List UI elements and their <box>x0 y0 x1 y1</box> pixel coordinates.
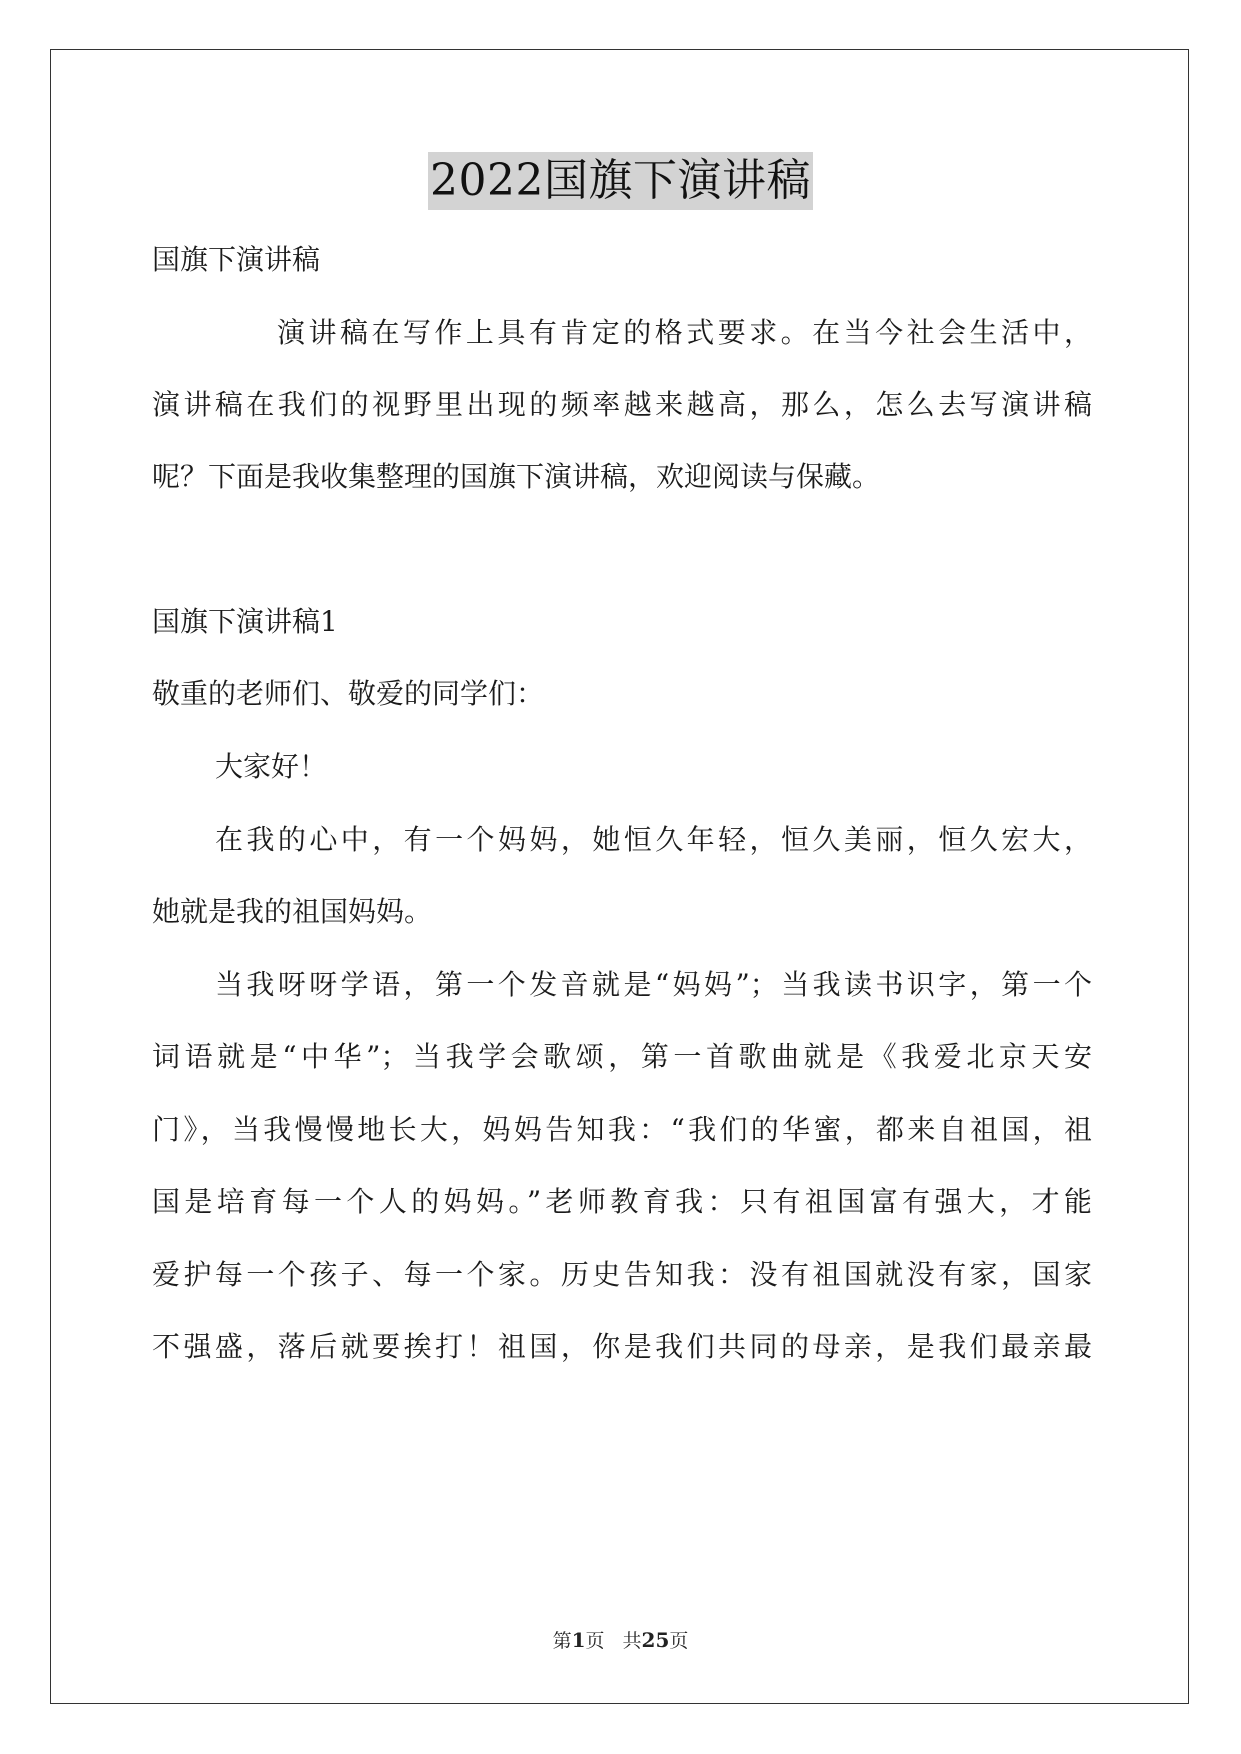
salutation-text: 敬重的老师们、敬爱的同学们： <box>152 677 545 710</box>
para2-line-3: 门》，当我慢慢地长大，妈妈告知我：“我们的华蜜，都来自祖国，祖 <box>152 1113 1092 1146</box>
intro-line-1: 演讲稿在写作上具有肯定的格式要求。在当今社会生活中， <box>277 316 1092 349</box>
intro-paragraph <box>152 313 1092 353</box>
para2-line-5: 爱护每一个孩子、每一个家。历史告知我：没有祖国就没有家，国家 <box>152 1258 1092 1291</box>
page-border <box>50 49 1189 1704</box>
heading <box>152 240 1092 280</box>
heading-text: 国旗下演讲稿 <box>152 243 321 276</box>
page-suffix: 页 <box>585 1630 605 1652</box>
intro-line-3: 呢？下面是我收集整理的国旗下演讲稿，欢迎阅读与保藏。 <box>152 460 881 493</box>
total-suffix: 页 <box>669 1630 689 1652</box>
paragraph-2-line-3 <box>152 1110 1092 1150</box>
total-prefix: 共 <box>622 1630 642 1652</box>
title-container <box>0 152 1241 210</box>
para2-line-1: 当我呀呀学语，第一个发音就是“妈妈”；当我读书识字，第一个 <box>215 968 1092 1001</box>
para2-line-2: 词语就是“中华”；当我学会歌颂，第一首歌曲就是《我爱北京天安 <box>152 1040 1092 1073</box>
paragraph-1-end <box>152 892 1092 932</box>
paragraph-2 <box>152 965 1092 1005</box>
para1-line-1: 在我的心中，有一个妈妈，她恒久年轻，恒久美丽，恒久宏大， <box>215 823 1092 856</box>
intro-paragraph-end <box>152 457 1092 497</box>
paragraph-2-line-2 <box>152 1037 1092 1077</box>
section-title-text: 国旗下演讲稿1 <box>152 605 338 638</box>
para2-line-6: 不强盛，落后就要挨打！祖国，你是我们共同的母亲，是我们最亲最 <box>152 1330 1092 1363</box>
page-number: 1 <box>571 1628 586 1652</box>
section-title <box>152 602 1092 642</box>
intro-line-2: 演讲稿在我们的视野里出现的频率越来越高，那么，怎么去写演讲稿 <box>152 388 1092 421</box>
greeting-text: 大家好！ <box>215 750 328 783</box>
greeting <box>152 747 1092 787</box>
document-title: 2022国旗下演讲稿 <box>428 152 813 210</box>
paragraph-2-line-4 <box>152 1182 1092 1222</box>
paragraph-2-line-6 <box>152 1327 1092 1367</box>
para2-line-4: 国是培育每一个人的妈妈。”老师教育我：只有祖国富有强大，才能 <box>152 1185 1092 1218</box>
total-pages: 25 <box>641 1628 670 1652</box>
intro-paragraph-cont <box>152 385 1092 425</box>
salutation <box>152 674 1092 714</box>
paragraph-1 <box>152 820 1092 860</box>
paragraph-2-line-5 <box>152 1255 1092 1295</box>
page-footer <box>0 1626 1241 1653</box>
page-prefix: 第 <box>552 1630 572 1652</box>
para1-line-2: 她就是我的祖国妈妈。 <box>152 895 433 928</box>
